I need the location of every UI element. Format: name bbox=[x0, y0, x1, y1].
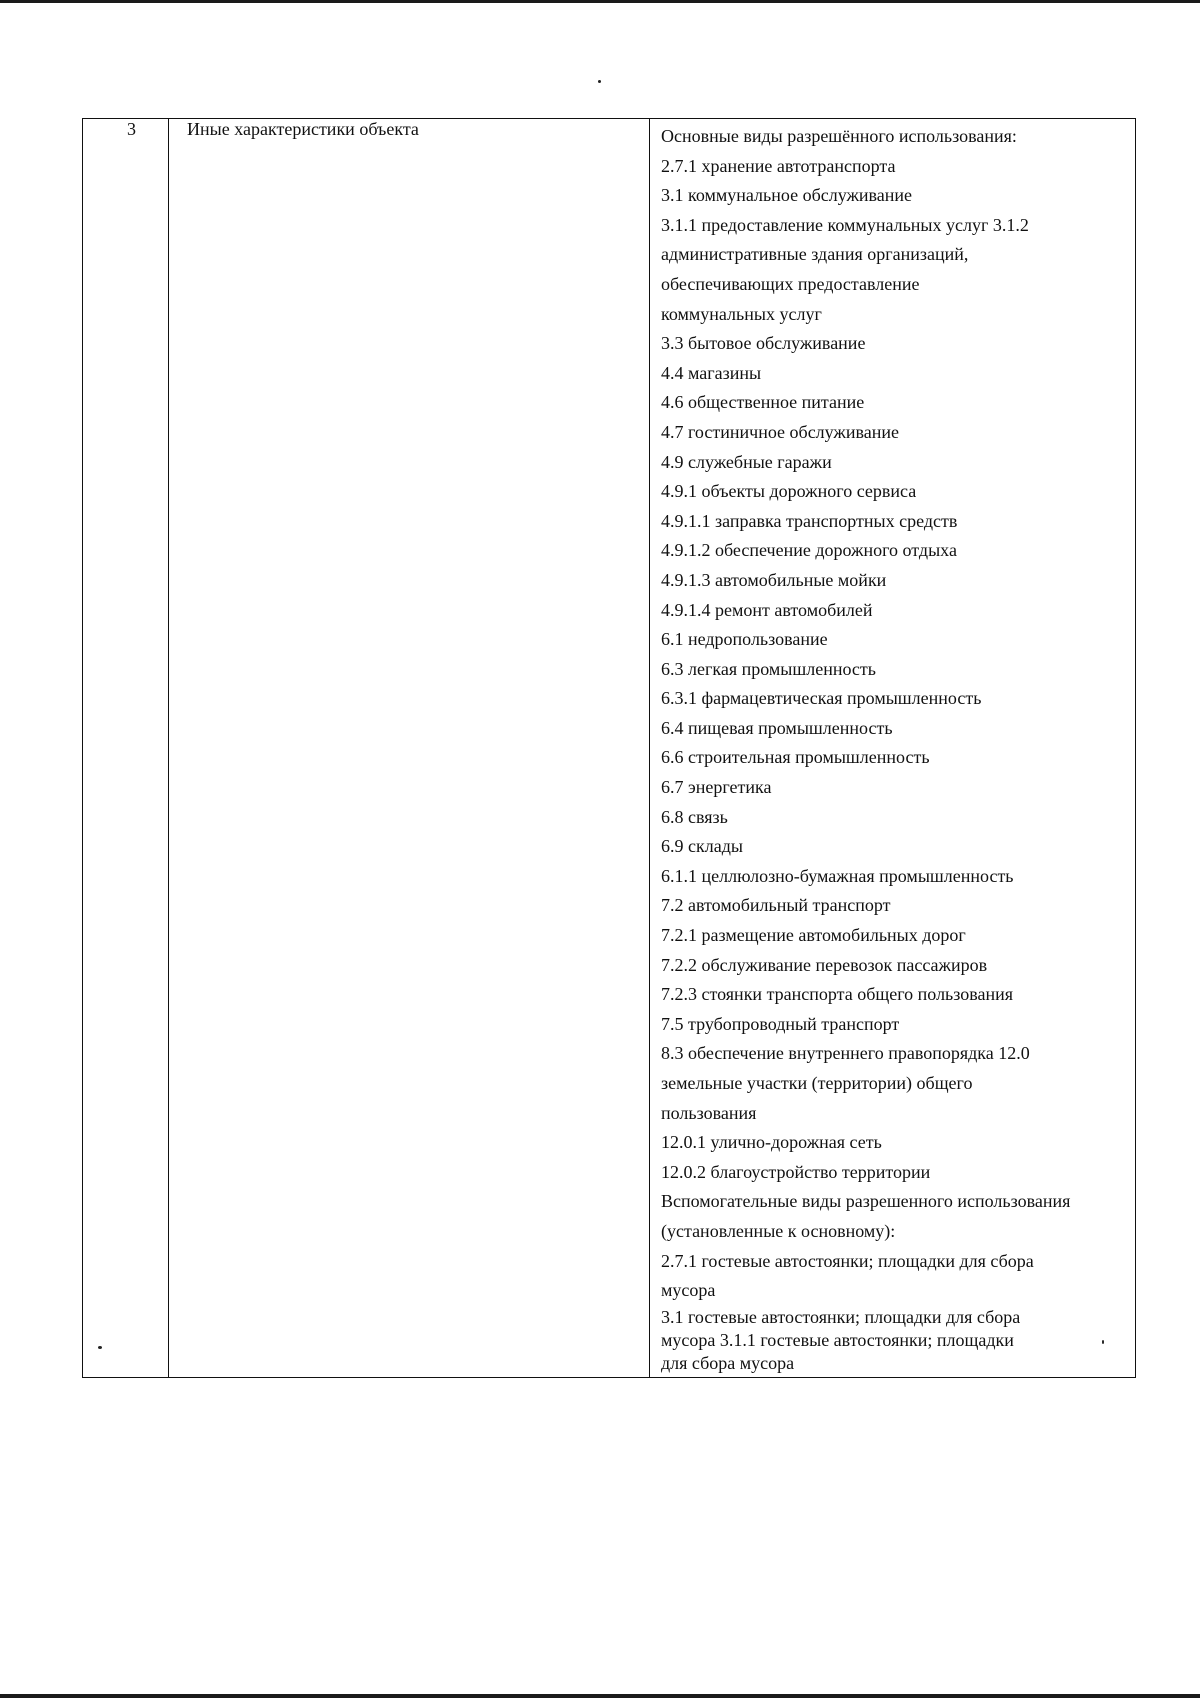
permitted-use-line: 2.7.1 гостевые автостоянки; площадки для сбора bbox=[661, 1250, 1034, 1271]
permitted-use-line: 3.1 коммунальное обслуживание bbox=[661, 185, 913, 206]
permitted-use-line: 3.1.1 предоставление коммунальных услуг 3.1.2 bbox=[661, 214, 1029, 235]
permitted-use-line: 7.2 автомобильный транспорт bbox=[661, 895, 891, 916]
permitted-use-line: 7.2.3 стоянки транспорта общего пользования bbox=[661, 984, 1014, 1005]
column-divider bbox=[649, 119, 650, 1377]
permitted-use-line: земельные участки (территории) общего bbox=[661, 1073, 973, 1093]
permitted-use-line: 4.9 служебные гаражи bbox=[661, 451, 832, 472]
permitted-use-line: 7.2.1 размещение автомобильных дорог bbox=[661, 925, 966, 946]
permitted-use-line: 6.6 строительная промышленность bbox=[661, 747, 930, 768]
permitted-use-line: 7.2.2 обслуживание перевозок пассажиров bbox=[661, 954, 988, 975]
permitted-use-line: 12.0.2 благоустройство территории bbox=[661, 1161, 931, 1182]
permitted-use-line: 6.9 склады bbox=[661, 836, 743, 857]
permitted-use-line: (установленные к основному): bbox=[661, 1220, 896, 1241]
permitted-use-line: мусора bbox=[661, 1280, 716, 1301]
permitted-use-line: 4.9.1 объекты дорожного сервиса bbox=[661, 481, 917, 502]
permitted-use-line: 4.9.1.3 автомобильные мойки bbox=[661, 569, 887, 590]
permitted-use-line: 4.9.1.1 заправка транспортных средств bbox=[661, 510, 958, 531]
permitted-use-line: 3.3 бытовое обслуживание bbox=[661, 333, 866, 354]
permitted-use-line: Вспомогательные виды разрешенного использования bbox=[661, 1191, 1071, 1212]
scan-edge-top bbox=[0, 0, 1200, 3]
permitted-use-line: 6.1.1 целлюлозно-бумажная промышленность bbox=[661, 865, 1014, 886]
permitted-use-line: для сбора мусора bbox=[661, 1352, 795, 1373]
scan-edge-bottom bbox=[0, 1694, 1200, 1698]
permitted-use-line: Основные виды разрешённого использования: bbox=[661, 126, 1017, 146]
attribute-name: Иные характеристики объекта bbox=[187, 119, 419, 139]
permitted-use-line: 6.4 пищевая промышленность bbox=[661, 717, 893, 738]
permitted-use-line: мусора 3.1.1 гостевые автостоянки; площадки bbox=[661, 1329, 1014, 1350]
permitted-use-line: административные здания организаций, bbox=[661, 244, 969, 265]
permitted-use-line: 6.3.1 фармацевтическая промышленность bbox=[661, 688, 982, 709]
permitted-use-line: 6.8 связь bbox=[661, 806, 728, 827]
permitted-use-line: 8.3 обеспечение внутреннего правопорядка 12.0 bbox=[661, 1043, 1030, 1064]
characteristics-table bbox=[82, 118, 1136, 1378]
permitted-use-line: 6.7 энергетика bbox=[661, 777, 772, 798]
permitted-use-line: 4.7 гостиничное обслуживание bbox=[661, 421, 899, 442]
permitted-use-line: пользования bbox=[661, 1102, 757, 1123]
permitted-use-line: 4.9.1.2 обеспечение дорожного отдыха bbox=[661, 540, 957, 561]
permitted-use-line: 3.1 гостевые автостоянки; площадки для сбора bbox=[661, 1306, 1021, 1327]
permitted-use-line: 2.7.1 хранение автотранспорта bbox=[661, 155, 896, 176]
row-number: 3 bbox=[127, 119, 136, 139]
permitted-use-line: 4.9.1.4 ремонт автомобилей bbox=[661, 599, 873, 620]
permitted-use-line: 12.0.1 улично-дорожная сеть bbox=[661, 1132, 882, 1153]
permitted-use-line: коммунальных услуг bbox=[661, 303, 822, 324]
permitted-use-line: 7.5 трубопроводный транспорт bbox=[661, 1013, 900, 1034]
scan-speck bbox=[598, 80, 601, 83]
permitted-use-line: 6.1 недропользование bbox=[661, 629, 828, 650]
permitted-use-line: 4.6 общественное питание bbox=[661, 392, 865, 413]
permitted-use-line: 4.4 магазины bbox=[661, 362, 762, 383]
permitted-use-line: обеспечивающих предоставление bbox=[661, 273, 920, 294]
permitted-use-line: 6.3 легкая промышленность bbox=[661, 658, 876, 679]
column-divider bbox=[168, 119, 169, 1377]
permitted-uses-list bbox=[661, 122, 1131, 1375]
